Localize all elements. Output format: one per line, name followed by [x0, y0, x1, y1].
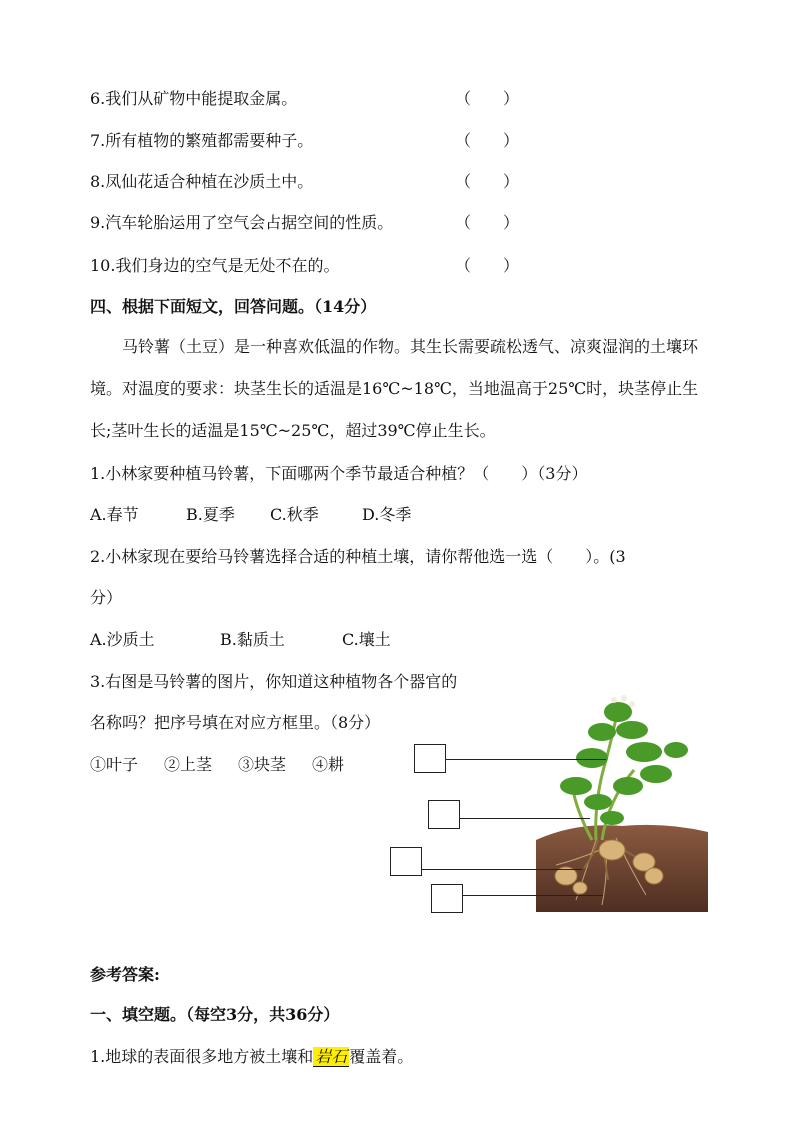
answer-paren: （ ）: [455, 213, 520, 232]
answer-paren: （ ）: [455, 89, 520, 108]
leader-line: [463, 895, 603, 896]
answer-prefix: 1.地球的表面很多地方被土壤和: [90, 1047, 314, 1066]
option: D.冬季: [362, 505, 412, 524]
option: A.沙质土: [90, 630, 155, 649]
option: ①叶子: [90, 755, 139, 774]
question-2-line1: 2.小林家现在要给马铃薯选择合适的种植土壤，请你帮他选一选（ ）。(3: [90, 547, 626, 566]
option: ③块茎: [238, 755, 287, 774]
question-1: 1.小林家要种植马铃薯，下面哪两个季节最适合种植？（ ）（3分）: [90, 464, 588, 483]
answers-heading: 参考答案:: [90, 965, 160, 984]
option: C.壤土: [342, 630, 391, 649]
question-2-line2: 分）: [90, 588, 123, 607]
judge-item-10: 10.我们身边的空气是无处不在的。: [90, 256, 340, 275]
answer-item-1: [90, 1044, 413, 1067]
answer-paren: （ ）: [455, 172, 520, 191]
question-1-options: [90, 502, 411, 525]
judge-item-7: 7.所有植物的繁殖都需要种子。: [90, 131, 314, 150]
label-box-leaf[interactable]: [414, 744, 446, 773]
judge-item-9: 9.汽车轮胎运用了空气会占据空间的性质。: [90, 213, 394, 232]
judge-item-8: 8.凤仙花适合种植在沙质土中。: [90, 172, 314, 191]
label-box-root[interactable]: [431, 884, 463, 913]
potato-plant-illustration: [536, 690, 708, 912]
answer-paren: （ ）: [455, 131, 520, 150]
option: ④耕: [312, 755, 345, 774]
option: B.黏质土: [220, 630, 285, 649]
section-heading: 四、根据下面短文，回答问题。（14分）: [90, 297, 377, 316]
answer-paren: （ ）: [455, 256, 520, 275]
question-3-line2: 名称吗？把序号填在对应方框里。（8分）: [90, 713, 381, 732]
option: B.夏季: [186, 505, 235, 524]
leader-line: [446, 759, 606, 760]
option: A.春节: [90, 505, 139, 524]
label-box-tuber[interactable]: [390, 847, 422, 876]
option: ②上茎: [164, 755, 213, 774]
question-3-line1: 3.右图是马铃薯的图片，你知道这种植物各个器官的: [90, 672, 458, 691]
answers-section-1: 一、填空题。（每空3分，共36分）: [90, 1005, 340, 1024]
leader-line: [460, 818, 590, 819]
question-2-options: [90, 627, 391, 650]
label-box-stem[interactable]: [428, 800, 460, 829]
judge-item-6: 6.我们从矿物中能提取金属。: [90, 89, 298, 108]
leader-line: [422, 869, 582, 870]
answer-highlight: 岩石: [315, 1047, 348, 1066]
reading-passage: 马铃薯（土豆）是一种喜欢低温的作物。其生长需要疏松透气、凉爽湿润的土壤环境。对温度的要求：块茎生长的适温是16℃~18℃，当地温高于25℃时，块茎停止生长;茎叶生长的适温是15℃~25℃，超过39℃停止生长。: [90, 337, 699, 440]
answer-suffix: 覆盖着。: [349, 1047, 414, 1066]
question-3-options: [90, 752, 344, 775]
option: C.秋季: [270, 505, 319, 524]
